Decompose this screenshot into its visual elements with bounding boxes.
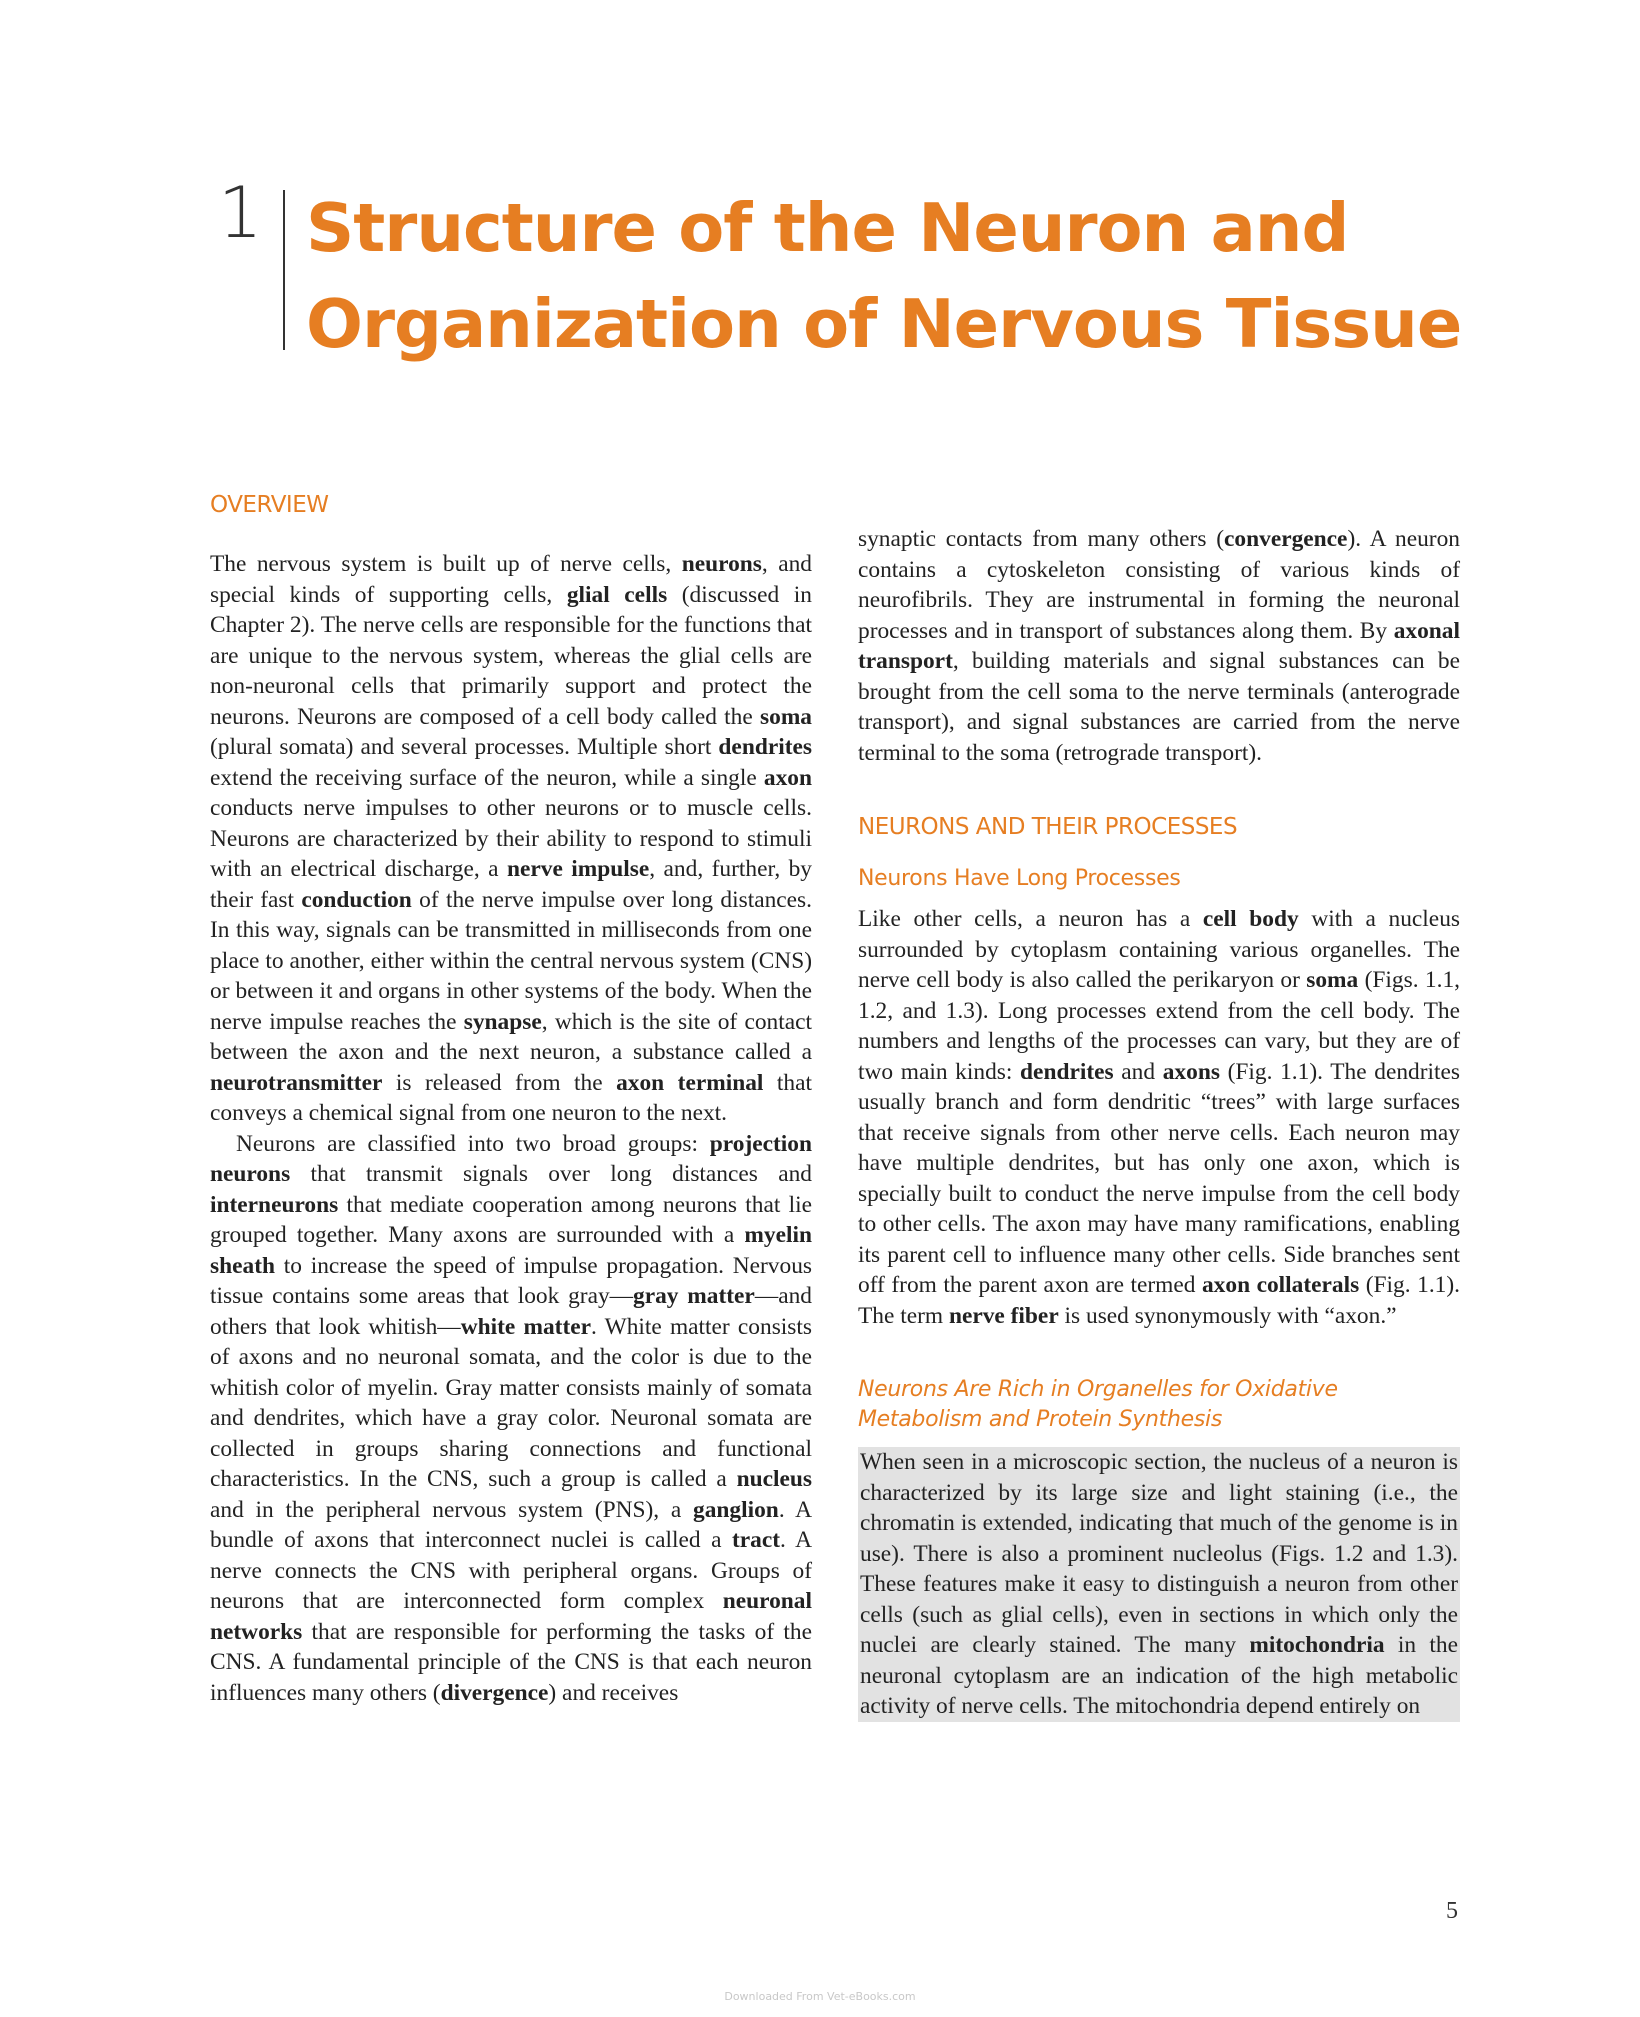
bold-term: nucleus [736,1466,812,1492]
bold-term: axon [763,764,812,791]
bold-term: axons [1162,1058,1220,1085]
bold-term: conduction [301,886,412,913]
footer-watermark: Downloaded From Vet-eBooks.com [724,1990,916,2003]
bold-term: gray matter [633,1283,755,1309]
text-run: in the neuronal cytoplasm are an indication of the high metabolic activity of nerve cells. The mitochondria depend entirely on [860,1632,1458,1719]
bold-term: projection neurons [210,1130,812,1187]
bold-term: synapse [463,1008,542,1035]
text-run: is released from the [382,1069,617,1096]
text-run: The nervous system is built up of nerve cells, [210,551,682,577]
text-run: to increase the speed of impulse propagation. Nervous tissue contains some areas that look gray— [210,1252,812,1309]
text-run: is used synonymously with “axon.” [1058,1302,1397,1329]
text-run: of the nerve impulse over long distances. In this way, signals can be transmitted in milliseconds from one place to another, either within the central nervous system (CNS) or between it and organs in other systems of the body. When the nerve impulse reaches the [210,886,812,1035]
text-run: ). A neuron contains a cytoskeleton consisting of various kinds of neurofibrils. They are instrumental in forming the neuronal processes and in transport of substances along them. By [858,526,1460,644]
bold-term: soma [1306,967,1359,993]
bold-term: mitochondria [1249,1632,1385,1658]
chapter-number: 1 [218,172,263,254]
text-run: extend the receiving surface of the neuron, while a single [210,764,764,791]
bold-term: tract [731,1527,781,1553]
section-heading-neurons: NEURONS AND THEIR PROCESSES [858,814,1238,840]
bold-term: glial cells [566,581,668,608]
text-run: that mediate cooperation among neurons that lie grouped together. Many axons are surrounded with a [210,1191,812,1248]
text-run: that transmit signals over long distances and [290,1161,812,1187]
bold-term: cell body [1202,906,1299,932]
text-run: . White matter consists of axons and no neuronal somata, and the color is due to the whitish color of myelin. Gray matter consists mainly of somata and dendrites, which have a gray color. Neuronal somata are collected in groups sharing connections and functional characteristics. In the CNS, such a group is called a [210,1313,812,1492]
bold-term: ganglion [693,1496,779,1523]
text-run: , which is the site of contact between the axon and the next neuron, a substance called a [210,1008,812,1065]
paragraph-continued [858,524,1460,768]
text-run: Like other cells, a neuron has a [858,906,1203,932]
paragraph-overview-1 [210,549,812,1129]
bold-term: neuronal networks [210,1588,812,1645]
text-run: conducts nerve impulses to other neurons or to muscle cells. Neurons are characterized by their ability to respond to stimuli with an electrical discharge, a [210,795,812,882]
text-run: (discussed in Chapter 2). The nerve cells are responsible for the functions that are unique to the nervous system, whereas the glial cells are non-neuronal cells that primarily support and protect the neurons. Neurons are composed of a cell body called the [210,581,812,730]
text-run: (Figs. 1.1, 1.2, and 1.3). Long processes extend from the cell body. The numbers and lengths of the processes can vary, but they are of two main kinds: [858,967,1460,1085]
subheading-organelles-line-2: Metabolism and Protein Synthesis [858,1407,1222,1432]
page-number: 5 [1446,1898,1458,1924]
text-run: —and others that look whitish— [210,1283,812,1340]
bold-term: convergence [1224,526,1348,552]
bold-term: dendrites [718,734,812,760]
text-run: (Fig. 1.1). The dendrites usually branch and form dendritic “trees” with large surfaces that receive signals from other nerve cells. Each neuron may have multiple dendrites, but has only one axon, which is specially built to conduct the nerve impulse from the cell body to other cells. The axon may have many ramifications, enabling its parent cell to influence many other cells. Side branches sent off from the parent axon are termed [858,1058,1460,1298]
text-run: , and special kinds of supporting cells, [210,551,813,608]
bold-term: dendrites [1020,1058,1114,1085]
section-heading-overview: OVERVIEW [210,492,329,518]
text-run: (plural somata) and several processes. Multiple short [210,734,719,760]
text-run: that are responsible for performing the tasks of the CNS. A fundamental principle of the CNS is that each neuron influences many others ( [210,1618,812,1706]
paragraph-overview-2 [210,1129,812,1709]
text-run: . A bundle of axons that interconnect nuclei is called a [210,1496,812,1553]
bold-term: neurons [681,551,762,577]
text-run: ) and receives [548,1679,679,1706]
bold-term: axon terminal [616,1069,764,1096]
left-column [210,490,812,1708]
right-column [858,524,1460,1722]
paragraph-organelles [858,1447,1460,1722]
chapter-title-line-2: Organization of Nervous Tissue [306,285,1462,363]
paragraph-long-processes [858,904,1460,1331]
text-run: , and, further, by their fast [210,856,812,913]
bold-term: myelin sheath [210,1222,812,1279]
text-run: , building materials and signal substances can be brought from the cell soma to the nerve terminals (anterograde transport), and signal substances are carried from the nerve terminal to the soma (retrograde transport). [858,648,1460,766]
bold-term: axonal transport [858,617,1460,674]
subheading-long-processes: Neurons Have Long Processes [858,866,1181,891]
text-run: and [1113,1058,1163,1085]
text-run: When seen in a microscopic section, the nucleus of a neuron is characterized by its large size and light staining (i.e., the chromatin is extended, indicating that much of the genome is in use). There is also a prominent nucleolus (Figs. 1.2 and 1.3). These features make it easy to distinguish a neuron from other cells (such as glial cells), even in sections in which only the nuclei are clearly stained. The many [860,1449,1458,1658]
chapter-title [306,180,1506,372]
text-run: that conveys a chemical signal from one neuron to the next. [210,1069,812,1126]
bold-term: axon collaterals [1201,1272,1360,1298]
text-run: Neurons are classified into two broad groups: [236,1130,710,1157]
bold-term: nerve impulse [506,856,650,882]
bold-term: interneurons [210,1191,339,1218]
subheading-organelles [858,1375,1460,1435]
bold-term: nerve fiber [948,1302,1059,1329]
text-run: synaptic contacts from many others ( [858,526,1225,552]
subheading-organelles-line-1: Neurons Are Rich in Organelles for Oxidative [858,1377,1338,1402]
chapter-title-line-1: Structure of the Neuron and [306,189,1349,267]
chapter-divider [283,190,285,350]
text-run: and in the peripheral nervous system (PNS), a [210,1496,694,1523]
text-run: with a nucleus surrounded by cytoplasm containing various organelles. The nerve cell body is also called the perikaryon or [858,906,1460,993]
bold-term: soma [760,703,812,730]
bold-term: divergence [440,1679,549,1706]
text-run: . A nerve connects the CNS with peripheral organs. Groups of neurons that are interconnected form complex [210,1527,812,1614]
bold-term: white matter [460,1313,591,1340]
bold-term: neurotransmitter [210,1069,383,1096]
text-run: (Fig. 1.1). The term [858,1272,1461,1329]
